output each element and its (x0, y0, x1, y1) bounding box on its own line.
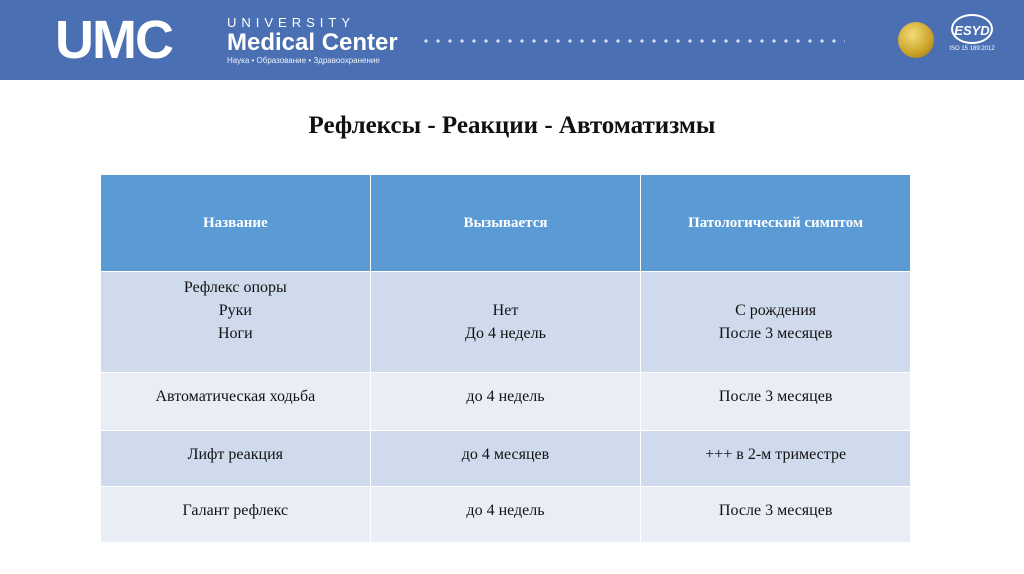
cell-called: до 4 месяцев (370, 431, 641, 487)
table-row (101, 487, 911, 543)
header-bar (0, 0, 1024, 80)
cell-name: Рефлекс опоры Руки Ноги (101, 272, 371, 373)
cell-symptom: С рождения После 3 месяцев (641, 272, 911, 373)
logo-medical-center: Medical Center (227, 29, 398, 56)
table-header-row (101, 175, 911, 272)
slide-title: Рефлексы - Реакции - Автоматизмы (308, 112, 716, 139)
iso-label: ISO 15 189:2012 (949, 46, 995, 52)
header-symptom: Патологический симптом (641, 175, 911, 272)
cell-name: Галант рефлекс (101, 487, 371, 543)
esyd-icon: ESYD (951, 14, 993, 44)
cell-symptom: После 3 месяцев (641, 373, 911, 431)
decorative-dots (420, 39, 845, 43)
header-called: Вызывается (370, 175, 641, 272)
cell-symptom: +++ в 2-м триместре (641, 431, 911, 487)
table-row (101, 431, 911, 487)
gold-seal-icon (898, 22, 934, 58)
cell-symptom: После 3 месяцев (641, 487, 911, 543)
esyd-certification (944, 14, 1000, 68)
logo-university: UNIVERSITY (227, 15, 356, 30)
cell-called: Нет До 4 недель (370, 272, 641, 373)
reflex-table (100, 174, 911, 543)
logo-umc-text: UMC (55, 10, 172, 70)
cell-name: Автоматическая ходьба (101, 373, 371, 431)
cell-called: до 4 недель (370, 373, 641, 431)
header-name: Название (101, 175, 371, 272)
table-row (101, 272, 911, 373)
cell-called: до 4 недель (370, 487, 641, 543)
cell-name: Лифт реакция (101, 431, 371, 487)
logo-tagline: Наука • Образование • Здравоохранение (227, 56, 380, 65)
table-row (101, 373, 911, 431)
